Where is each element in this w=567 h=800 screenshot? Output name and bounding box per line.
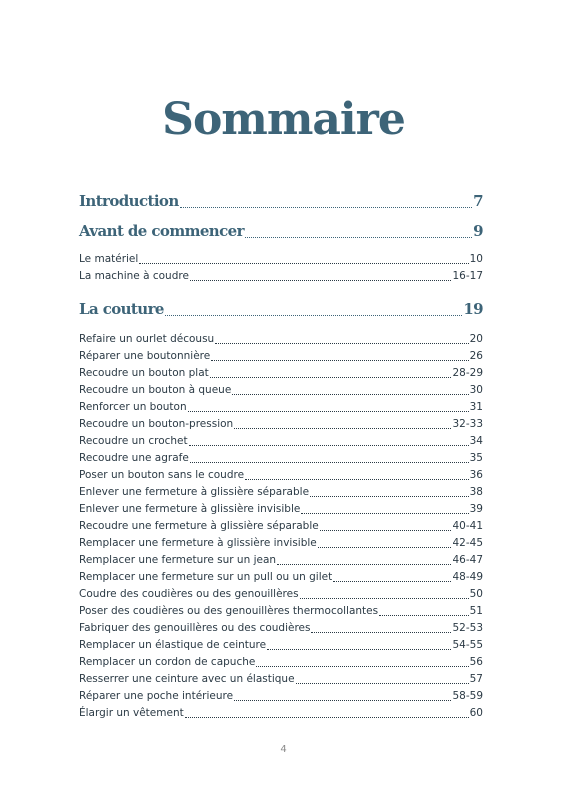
toc-section-la-couture[interactable] <box>79 300 483 320</box>
toc-item-page: 20 <box>469 333 483 345</box>
toc-item-label: Recoudre une agrafe <box>79 452 189 464</box>
toc-item-page: 34 <box>469 435 483 447</box>
toc-item[interactable] <box>79 520 483 534</box>
dot-leader <box>379 605 469 617</box>
dot-leader <box>189 435 469 447</box>
toc-section-label: La couture <box>79 300 164 318</box>
toc-item-label: Poser des coudières ou des genouillères thermocollantes <box>79 605 379 617</box>
toc-item-page: 35 <box>469 452 483 464</box>
toc-item-page: 50 <box>469 588 483 600</box>
page-title: Sommaire <box>162 94 405 145</box>
toc-item-label: Recoudre une fermeture à glissière séparable <box>79 520 319 532</box>
toc-item-page: 54-55 <box>452 639 483 651</box>
toc-item-page: 40-41 <box>452 520 483 532</box>
dot-leader <box>190 270 452 282</box>
toc-section-introduction[interactable] <box>79 192 483 212</box>
toc-item-label: Enlever une fermeture à glissière invisible <box>79 503 301 515</box>
toc-item-page: 60 <box>469 707 483 719</box>
toc-item-label: Remplacer un cordon de capuche <box>79 656 256 668</box>
toc-item[interactable] <box>79 571 483 585</box>
toc-item-label: Le matériel <box>79 253 139 265</box>
toc-item[interactable] <box>79 588 483 602</box>
dot-leader <box>234 690 451 702</box>
toc-item-page: 26 <box>469 350 483 362</box>
toc-item[interactable] <box>79 690 483 704</box>
toc-item-label: Élargir un vêtement <box>79 707 184 719</box>
toc-item-page: 52-53 <box>452 622 483 634</box>
toc-item[interactable] <box>79 253 483 267</box>
toc-item-label: Recoudre un bouton à queue <box>79 384 232 396</box>
toc-item[interactable] <box>79 367 483 381</box>
toc-item-page: 58-59 <box>452 690 483 702</box>
dot-leader <box>190 452 469 464</box>
dot-leader <box>320 520 452 532</box>
toc-item-page: 51 <box>469 605 483 617</box>
dot-leader <box>215 333 468 345</box>
toc-item-label: Refaire un ourlet décousu <box>79 333 215 345</box>
toc-item-page: 48-49 <box>452 571 483 583</box>
toc-section-avant-de-commencer[interactable] <box>79 222 483 242</box>
toc-item-label: Resserrer une ceinture avec un élastique <box>79 673 295 685</box>
toc-item[interactable] <box>79 350 483 364</box>
toc-item[interactable] <box>79 622 483 636</box>
toc-item[interactable] <box>79 401 483 415</box>
toc-item[interactable] <box>79 707 483 721</box>
toc-item[interactable] <box>79 469 483 483</box>
toc-item-page: 56 <box>469 656 483 668</box>
toc-item-page: 32-33 <box>452 418 483 430</box>
toc-item-label: Fabriquer des genouillères ou des coudières <box>79 622 311 634</box>
dot-leader <box>185 707 469 719</box>
toc-item-page: 30 <box>469 384 483 396</box>
toc-item-label: Réparer une boutonnière <box>79 350 211 362</box>
toc-item[interactable] <box>79 639 483 653</box>
dot-leader <box>165 300 462 316</box>
toc-item-page: 31 <box>469 401 483 413</box>
dot-leader <box>139 253 468 265</box>
dot-leader <box>318 537 452 549</box>
dot-leader <box>296 673 469 685</box>
toc-item[interactable] <box>79 270 483 284</box>
dot-leader <box>211 350 468 362</box>
toc-item-label: Poser un bouton sans le coudre <box>79 469 245 481</box>
toc-item-label: Remplacer un élastique de ceinture <box>79 639 267 651</box>
toc-item[interactable] <box>79 333 483 347</box>
dot-leader <box>234 418 451 430</box>
dot-leader <box>310 486 469 498</box>
dot-leader <box>180 192 473 208</box>
toc-item[interactable] <box>79 605 483 619</box>
toc-item-label: Enlever une fermeture à glissière séparable <box>79 486 310 498</box>
toc-item-label: Recoudre un bouton-pression <box>79 418 234 430</box>
toc-section-label: Introduction <box>79 192 179 210</box>
dot-leader <box>232 384 468 396</box>
toc-item[interactable] <box>79 384 483 398</box>
toc-item[interactable] <box>79 435 483 449</box>
toc-item-page: 16-17 <box>452 270 483 282</box>
toc-item[interactable] <box>79 418 483 432</box>
dot-leader <box>301 503 468 515</box>
toc-item-label: Renforcer un bouton <box>79 401 187 413</box>
toc-item[interactable] <box>79 537 483 551</box>
dot-leader <box>267 639 451 651</box>
toc-item-label: Recoudre un crochet <box>79 435 188 447</box>
toc-item-page: 39 <box>469 503 483 515</box>
toc-item[interactable] <box>79 656 483 670</box>
toc-section-page: 19 <box>463 300 483 318</box>
toc-item-page: 36 <box>469 469 483 481</box>
toc-item-page: 10 <box>469 253 483 265</box>
toc-item-label: Coudre des coudières ou des genouillères <box>79 588 299 600</box>
toc-section-page: 7 <box>473 192 483 210</box>
dot-leader <box>277 554 451 566</box>
dot-leader <box>311 622 451 634</box>
dot-leader <box>256 656 468 668</box>
dot-leader <box>245 222 472 238</box>
toc-item-label: Remplacer une fermeture sur un pull ou un gilet <box>79 571 333 583</box>
toc-item-label: Remplacer une fermeture sur un jean <box>79 554 277 566</box>
toc-section-page: 9 <box>473 222 483 240</box>
toc-item-label: La machine à coudre <box>79 270 189 282</box>
dot-leader <box>245 469 469 481</box>
toc-item-label: Recoudre un bouton plat <box>79 367 209 379</box>
toc-item[interactable] <box>79 554 483 568</box>
toc-item-label: Remplacer une fermeture à glissière invisible <box>79 537 317 549</box>
toc-item[interactable] <box>79 673 483 687</box>
toc-section-label: Avant de commencer <box>79 222 244 240</box>
dot-leader <box>300 588 469 600</box>
toc-item[interactable] <box>79 452 483 466</box>
toc-item-page: 42-45 <box>452 537 483 549</box>
dot-leader <box>188 401 469 413</box>
toc-item-page: 38 <box>469 486 483 498</box>
toc-item-page: 46-47 <box>452 554 483 566</box>
toc-item-page: 28-29 <box>452 367 483 379</box>
toc-item-label: Réparer une poche intérieure <box>79 690 234 702</box>
toc-item[interactable] <box>79 503 483 517</box>
toc-item[interactable] <box>79 486 483 500</box>
dot-leader <box>210 367 452 379</box>
dot-leader <box>333 571 451 583</box>
toc-item-page: 57 <box>469 673 483 685</box>
page-number: 4 <box>280 744 287 755</box>
